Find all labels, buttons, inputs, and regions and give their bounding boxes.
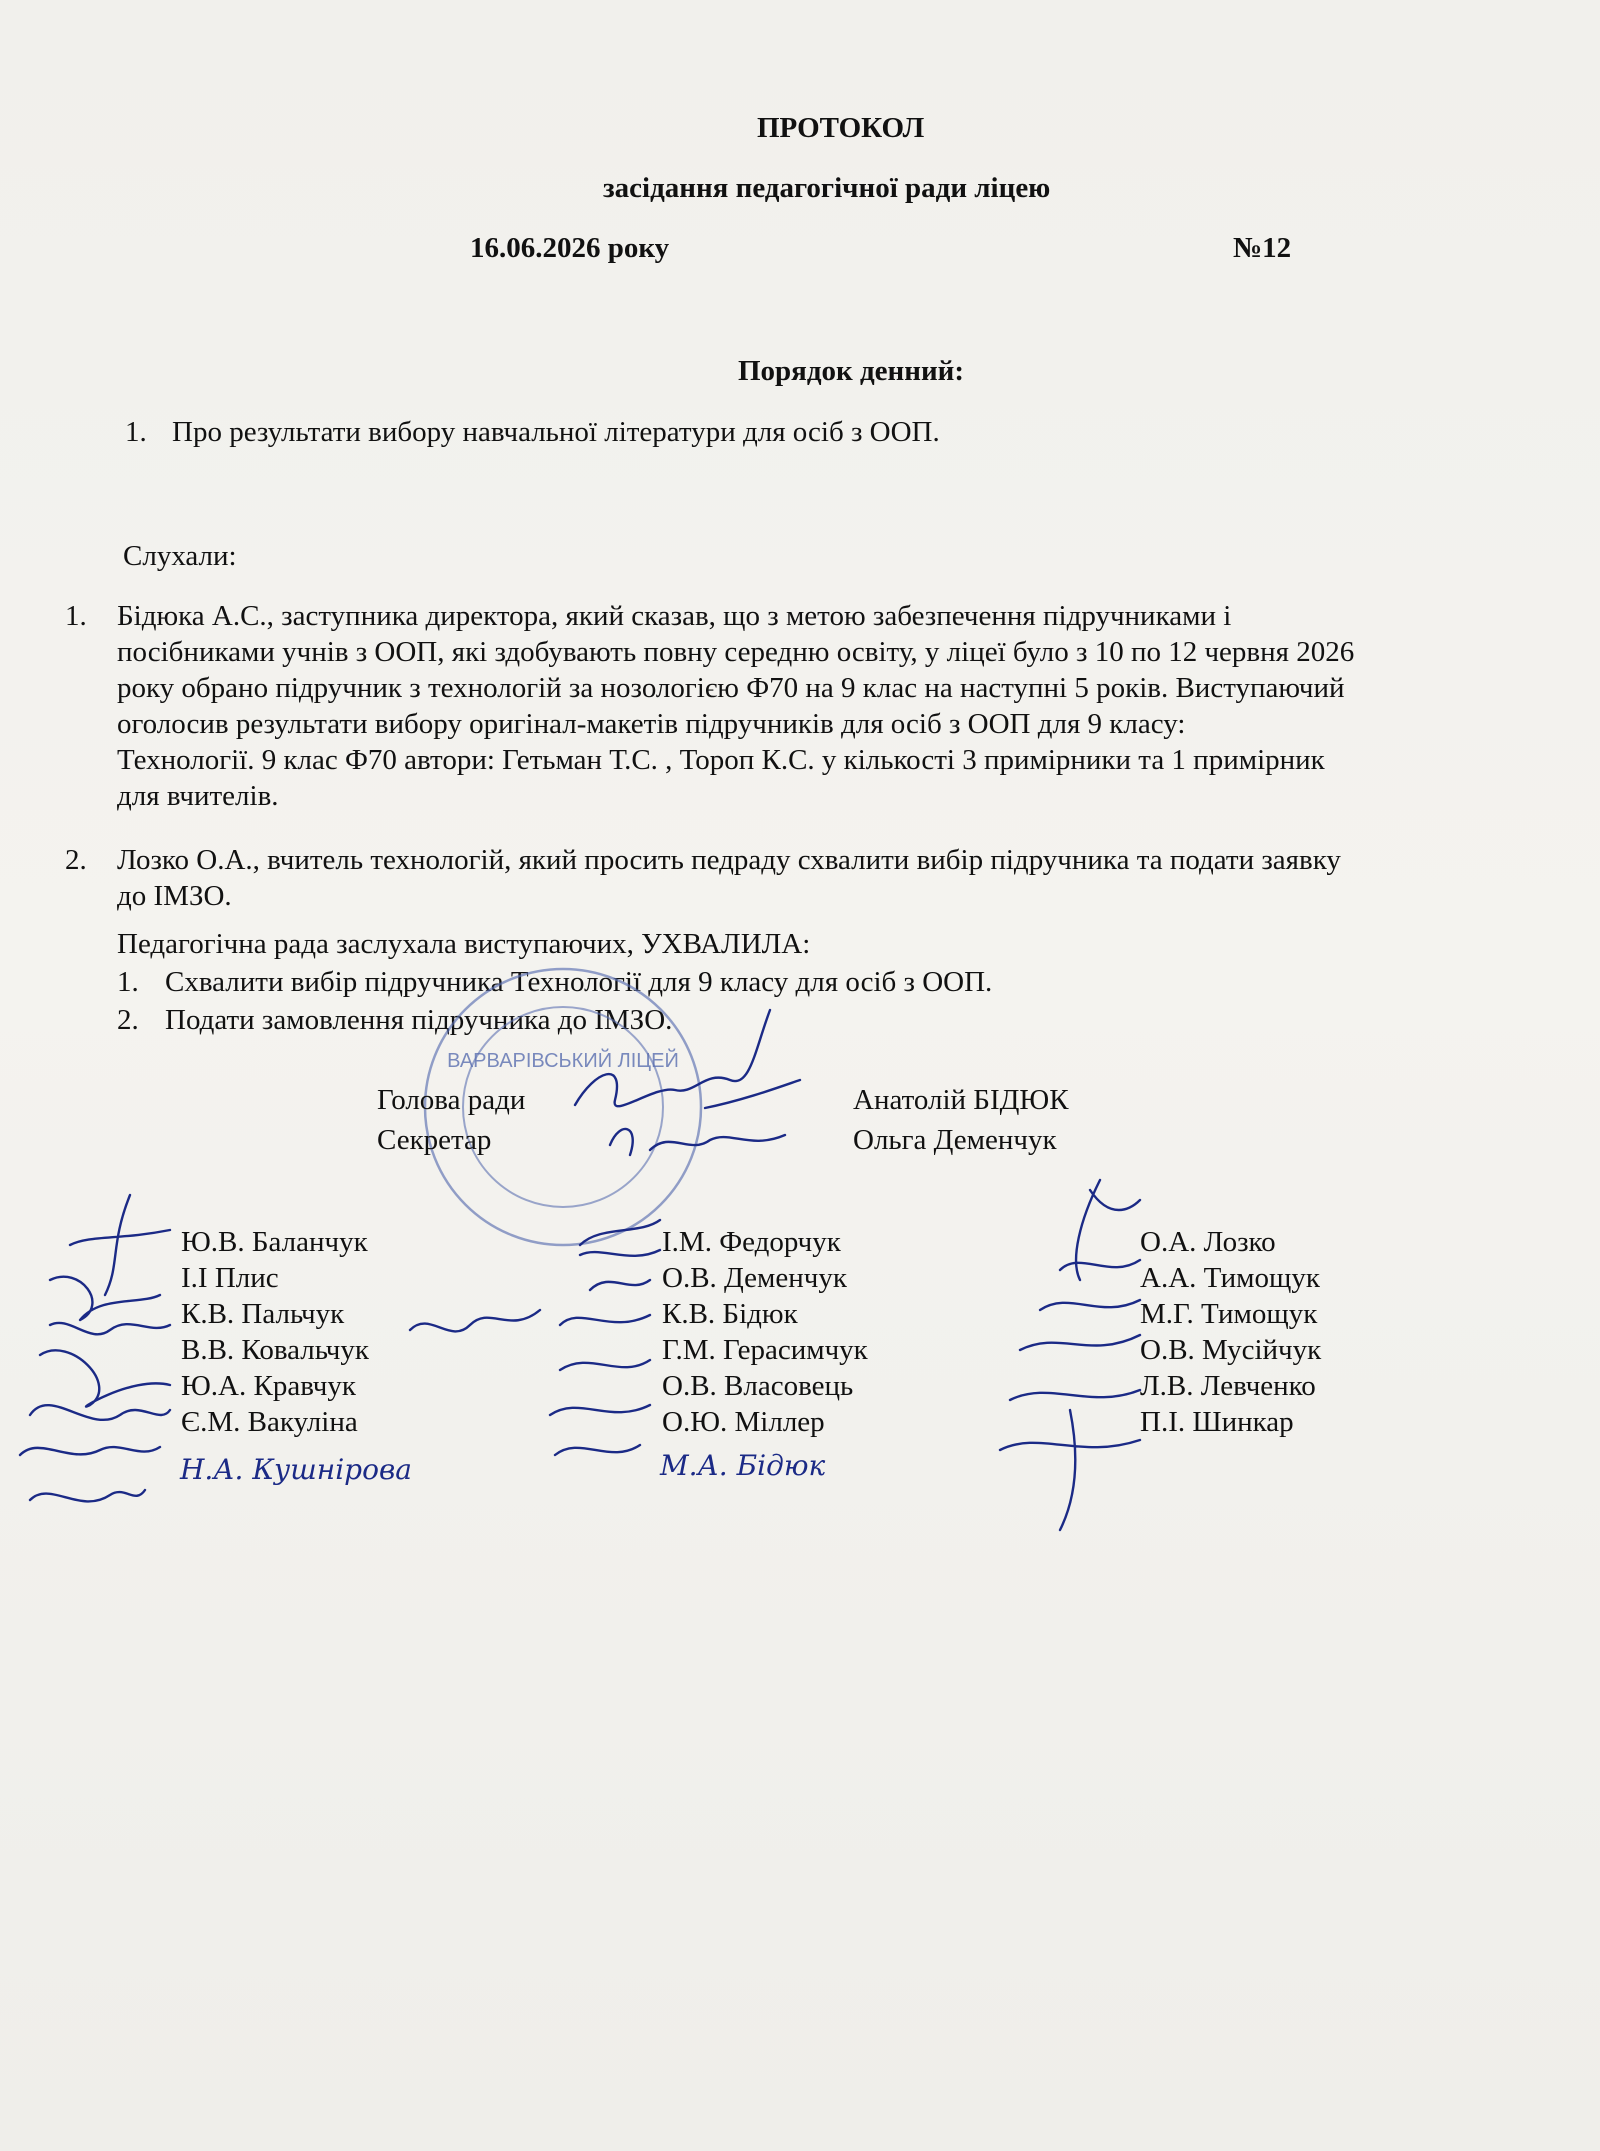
paragraph-line: Лозко О.А., вчитель технологій, який просить педраду схвалити вибір підручника та подати заявку — [117, 844, 1341, 876]
member-name: А.А. Тимощук — [1140, 1262, 1320, 1294]
member-name: Л.В. Левченко — [1140, 1370, 1316, 1402]
heard-item-paragraph — [117, 598, 1354, 814]
member-name: Ю.А. Кравчук — [181, 1370, 356, 1402]
decision-intro: Педагогічна рада заслухала виступаючих, УХВАЛИЛА: — [117, 928, 811, 960]
members-column-2 — [662, 1224, 868, 1440]
member-name: М.Г. Тимощук — [1140, 1298, 1318, 1330]
handwritten-member-name: Н.А. Кушнірова — [180, 1453, 412, 1486]
chair-name: Анатолій БІДЮК — [853, 1084, 1069, 1116]
paragraph-line: для вчителів. — [117, 780, 279, 812]
heard-item-number: 2. — [65, 844, 87, 876]
decision-item-text: Подати замовлення підручника до ІМЗО. — [165, 1004, 673, 1036]
decision-item-number: 1. — [117, 966, 139, 998]
member-name: О.А. Лозко — [1140, 1226, 1276, 1258]
member-name: К.В. Бідюк — [662, 1298, 798, 1330]
member-name: П.І. Шинкар — [1140, 1406, 1294, 1438]
members-signatures-left — [10, 1185, 180, 1520]
member-name: О.Ю. Міллер — [662, 1406, 825, 1438]
members-column-3 — [1140, 1224, 1321, 1440]
member-name: О.В. Мусійчук — [1140, 1334, 1322, 1366]
paragraph-line: Бідюка А.С., заступника директора, який сказав, що з метою забезпечення підручниками і — [117, 600, 1232, 632]
document-subtitle: засідання педагогічної ради ліцею — [603, 172, 1051, 204]
members-signatures-right — [990, 1160, 1150, 1540]
agenda-item-number: 1. — [125, 416, 147, 448]
member-name: О.В. Деменчук — [662, 1262, 847, 1294]
member-name: В.В. Ковальчук — [181, 1334, 369, 1366]
paragraph-line: посібниками учнів з ООП, які здобувають повну середню освіту, у ліцеї було з 10 по 12 червня 2026 — [117, 636, 1355, 668]
agenda-item-text: Про результати вибору навчальної літератури для осіб з ООП. — [172, 416, 940, 448]
heard-heading: Слухали: — [123, 540, 237, 572]
member-name: О.В. Власовець — [662, 1370, 854, 1402]
secretary-name: Ольга Деменчук — [853, 1124, 1057, 1156]
protocol-number: №12 — [1233, 232, 1292, 264]
members-signatures-middle — [400, 1215, 670, 1505]
paragraph-line: до ІМЗО. — [117, 880, 232, 912]
decision-item-number: 2. — [117, 1004, 139, 1036]
paragraph-line: оголосив результати вибору оригінал-макетів підручників для осіб з ООП для 9 класу: — [117, 708, 1186, 740]
heard-item-paragraph — [117, 842, 1341, 914]
document-title: ПРОТОКОЛ — [757, 112, 925, 144]
stamp-text: ВАРВАРІВСЬКИЙ ЛІЦЕЙ — [447, 1050, 679, 1072]
paragraph-line: року обрано підручник з технологій за нозологією Ф70 на 9 клас на наступні 5 років. Виступаючий — [117, 672, 1345, 704]
chair-label: Голова ради — [377, 1084, 526, 1116]
member-name: Г.М. Герасимчук — [662, 1334, 868, 1366]
member-name: Є.М. Вакуліна — [181, 1406, 358, 1438]
members-column-1 — [181, 1224, 369, 1440]
member-name: І.І Плис — [181, 1262, 279, 1294]
member-name: І.М. Федорчук — [662, 1226, 841, 1258]
agenda-heading: Порядок денний: — [738, 355, 965, 387]
heard-item-number: 1. — [65, 600, 87, 632]
handwritten-member-name: М.А. Бідюк — [660, 1449, 826, 1482]
decision-item-text: Схвалити вибір підручника Технології для 9 класу для осіб з ООП. — [165, 966, 993, 998]
member-name: Ю.В. Баланчук — [181, 1226, 368, 1258]
secretary-label: Секретар — [377, 1124, 492, 1156]
member-name: К.В. Пальчук — [181, 1298, 345, 1330]
meeting-date: 16.06.2026 року — [470, 232, 670, 264]
paragraph-line: Технології. 9 клас Ф70 автори: Гетьман Т.С. , Тороп К.С. у кількості 3 примірники та 1 примірник — [117, 744, 1325, 776]
